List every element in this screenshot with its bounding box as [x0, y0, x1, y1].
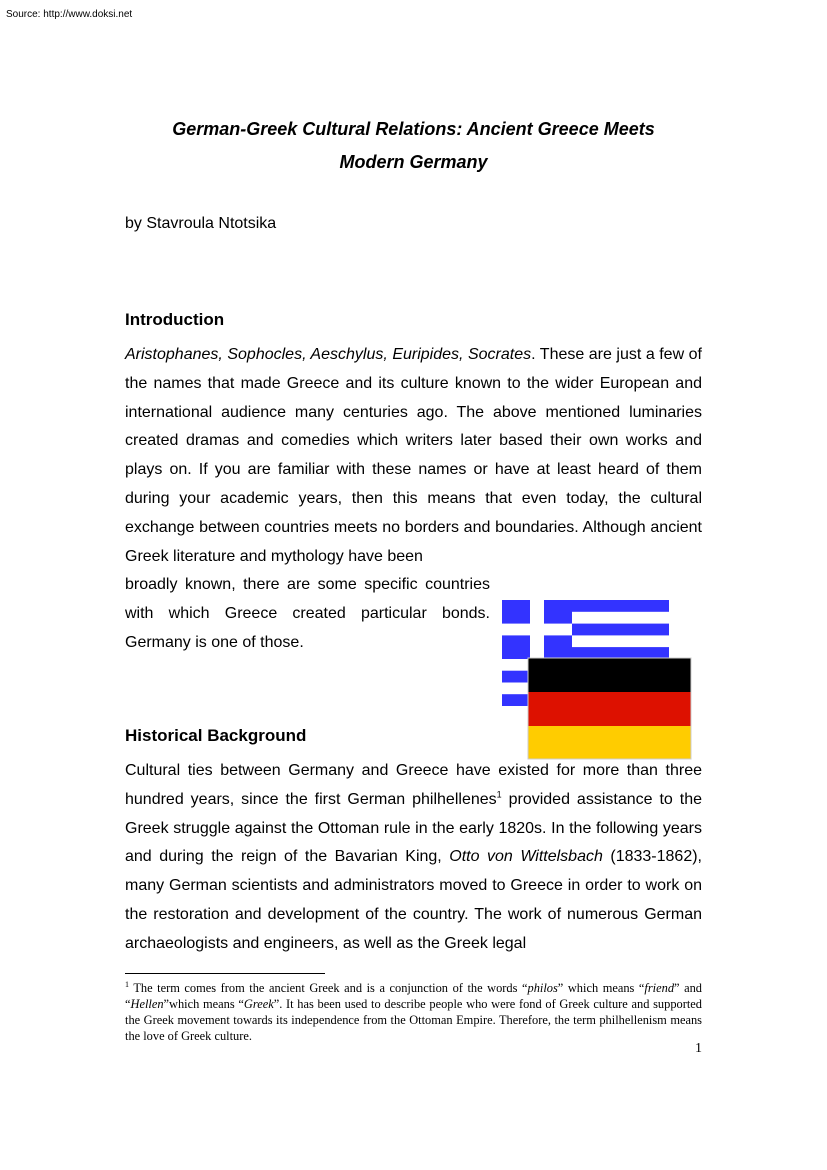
footnote-reference: 1: [496, 789, 502, 800]
author-byline: by Stavroula Ntotsika: [125, 215, 277, 232]
footnote-text: The term comes from the ancient Greek and is a conjunction of the words “: [129, 981, 528, 995]
german-flag-icon: [528, 658, 691, 759]
footnote-term: Hellen: [130, 997, 164, 1011]
historical-paragraph: [125, 757, 702, 959]
page-number: 1: [695, 1041, 702, 1056]
footnote-separator: [125, 973, 325, 974]
introduction-names: Aristophanes, Sophocles, Aeschylus, Euripides, Socrates: [125, 346, 532, 363]
introduction-heading: Introduction: [125, 310, 225, 329]
footnote-text: ” and “: [125, 981, 702, 1011]
footnote: [125, 980, 702, 1044]
historical-text-c: (1833-1862), many German scientists and administrators moved to Greece in order to work on the restoration and development of the country. The work of numerous German archaeologists and engineers, as well as the Greek legal: [125, 848, 702, 952]
footnote-number: 1: [125, 979, 129, 989]
flags-illustration: [502, 600, 692, 760]
footnote-text: ”. It has been used to describe people who were fond of Greek culture and supported the Greek movement towards its independence from the Ottoman Empire. Therefore, the term philhellenism means the love of Greek culture.: [125, 997, 702, 1043]
historical-text-b: provided assistance to the Greek struggle against the Ottoman rule in the early 1820s. In the following years and during the reign of the Bavarian King,: [125, 790, 702, 866]
introduction-text: . These are just a few of the names that made Greece and its culture known to the wider European and international audience many centuries ago. The above mentioned luminaries created dramas and comedies which writers later based their own works and plays on. If you are familiar with these names or have at least heard of them during your academic years, then this means that even today, the cultural exchange between countries meets no borders and boundaries. Although ancient Greek literature and mythology have been: [125, 346, 702, 565]
footnote-term: philos: [527, 981, 558, 995]
king-name: Otto von Wittelsbach: [449, 848, 603, 866]
introduction-paragraph: [125, 341, 702, 571]
footnote-term: friend: [644, 981, 675, 995]
footnote-term: Greek: [243, 997, 274, 1011]
document-title-line-2: Modern Germany: [339, 152, 488, 172]
footnote-text: ” which means “: [557, 981, 645, 995]
historical-background-heading: Historical Background: [125, 726, 307, 745]
historical-text-a: Cultural ties between Germany and Greece have existed for more than three hundred years, since the first German philhellenes: [125, 762, 702, 808]
footnote-text: ”which means “: [163, 997, 244, 1011]
document-title-line-1: German-Greek Cultural Relations: Ancient Greece Meets: [172, 119, 655, 139]
introduction-text-continued: broadly known, there are some specific countries with which Greece created particular bonds. Germany is one of those.: [125, 576, 490, 651]
introduction-paragraph-continued: [125, 571, 490, 657]
source-label: Source: http://www.doksi.net: [6, 9, 133, 20]
